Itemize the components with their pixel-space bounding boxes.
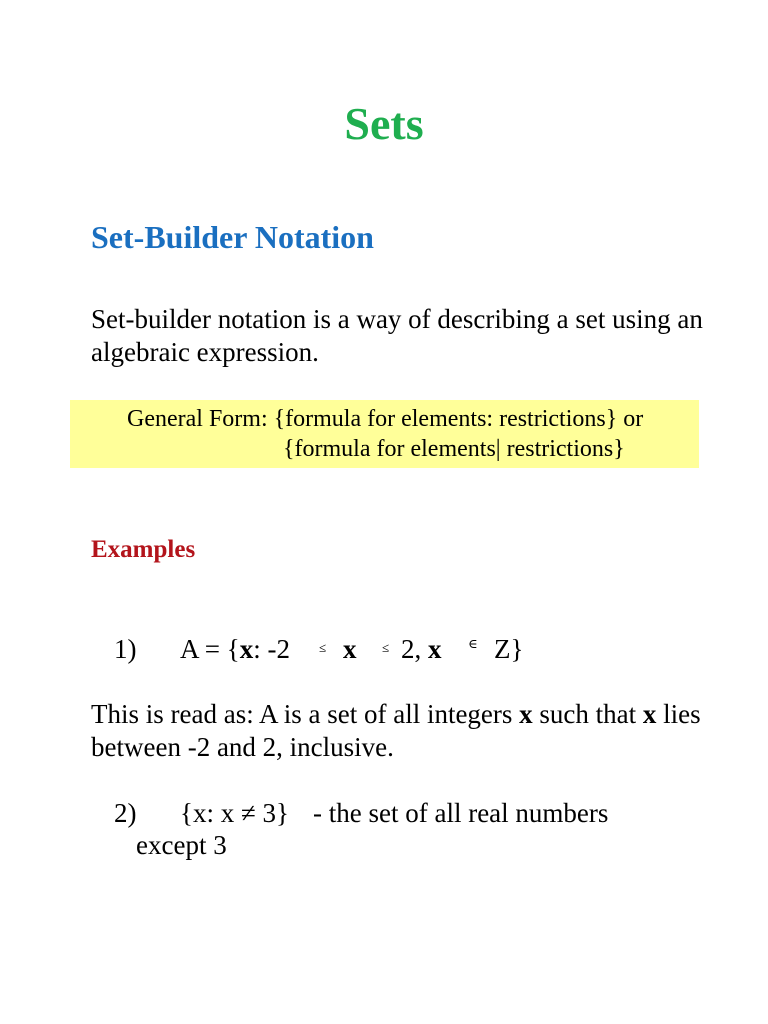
example-2-number: 2) xyxy=(114,798,137,828)
example-1-expression-mid xyxy=(401,632,442,666)
example-2-description: - the set of all real numbers xyxy=(313,798,609,828)
general-form-line-1: General Form: {formula for elements: restrictions} or xyxy=(127,406,644,432)
general-form-line-2: {formula for elements| restrictions} xyxy=(283,436,625,462)
intro-paragraph: Set-builder notation is a way of describing a set using an algebraic expression. xyxy=(91,304,703,367)
example-1-number: 1) xyxy=(114,634,137,664)
less-equal-symbol-2: ≤ xyxy=(382,640,390,655)
reading-variable-x-1: x xyxy=(519,699,533,729)
example-1-variable-x: x xyxy=(343,634,357,664)
page-title: Sets xyxy=(344,98,424,149)
element-of-symbol: ∈ xyxy=(468,636,478,651)
example-1-mid-text: 2, x xyxy=(401,634,442,664)
reading-text-2: such that xyxy=(532,699,643,729)
example-1-expr-text: A = {x: -2 xyxy=(180,634,290,664)
example-1-reading xyxy=(91,698,711,764)
less-equal-symbol-1: ≤ xyxy=(319,640,327,655)
example-1-expression-end: Z} xyxy=(494,634,524,664)
reading-text-1: This is read as: A is a set of all integers xyxy=(91,699,520,729)
example-2-expression: {x: x ≠ 3} xyxy=(180,798,289,828)
example-1-expression-start xyxy=(180,632,290,666)
reading-variable-x-2: x xyxy=(642,699,657,729)
example-1-bold-x-2: x xyxy=(428,634,442,664)
section-heading: Set-Builder Notation xyxy=(91,219,374,255)
reading-text-3: lies between -2 and 2, inclusive. xyxy=(91,699,701,762)
example-1-bold-x: x xyxy=(239,634,254,664)
example-2-description-continued: except 3 xyxy=(136,830,227,860)
examples-heading: Examples xyxy=(91,536,196,563)
